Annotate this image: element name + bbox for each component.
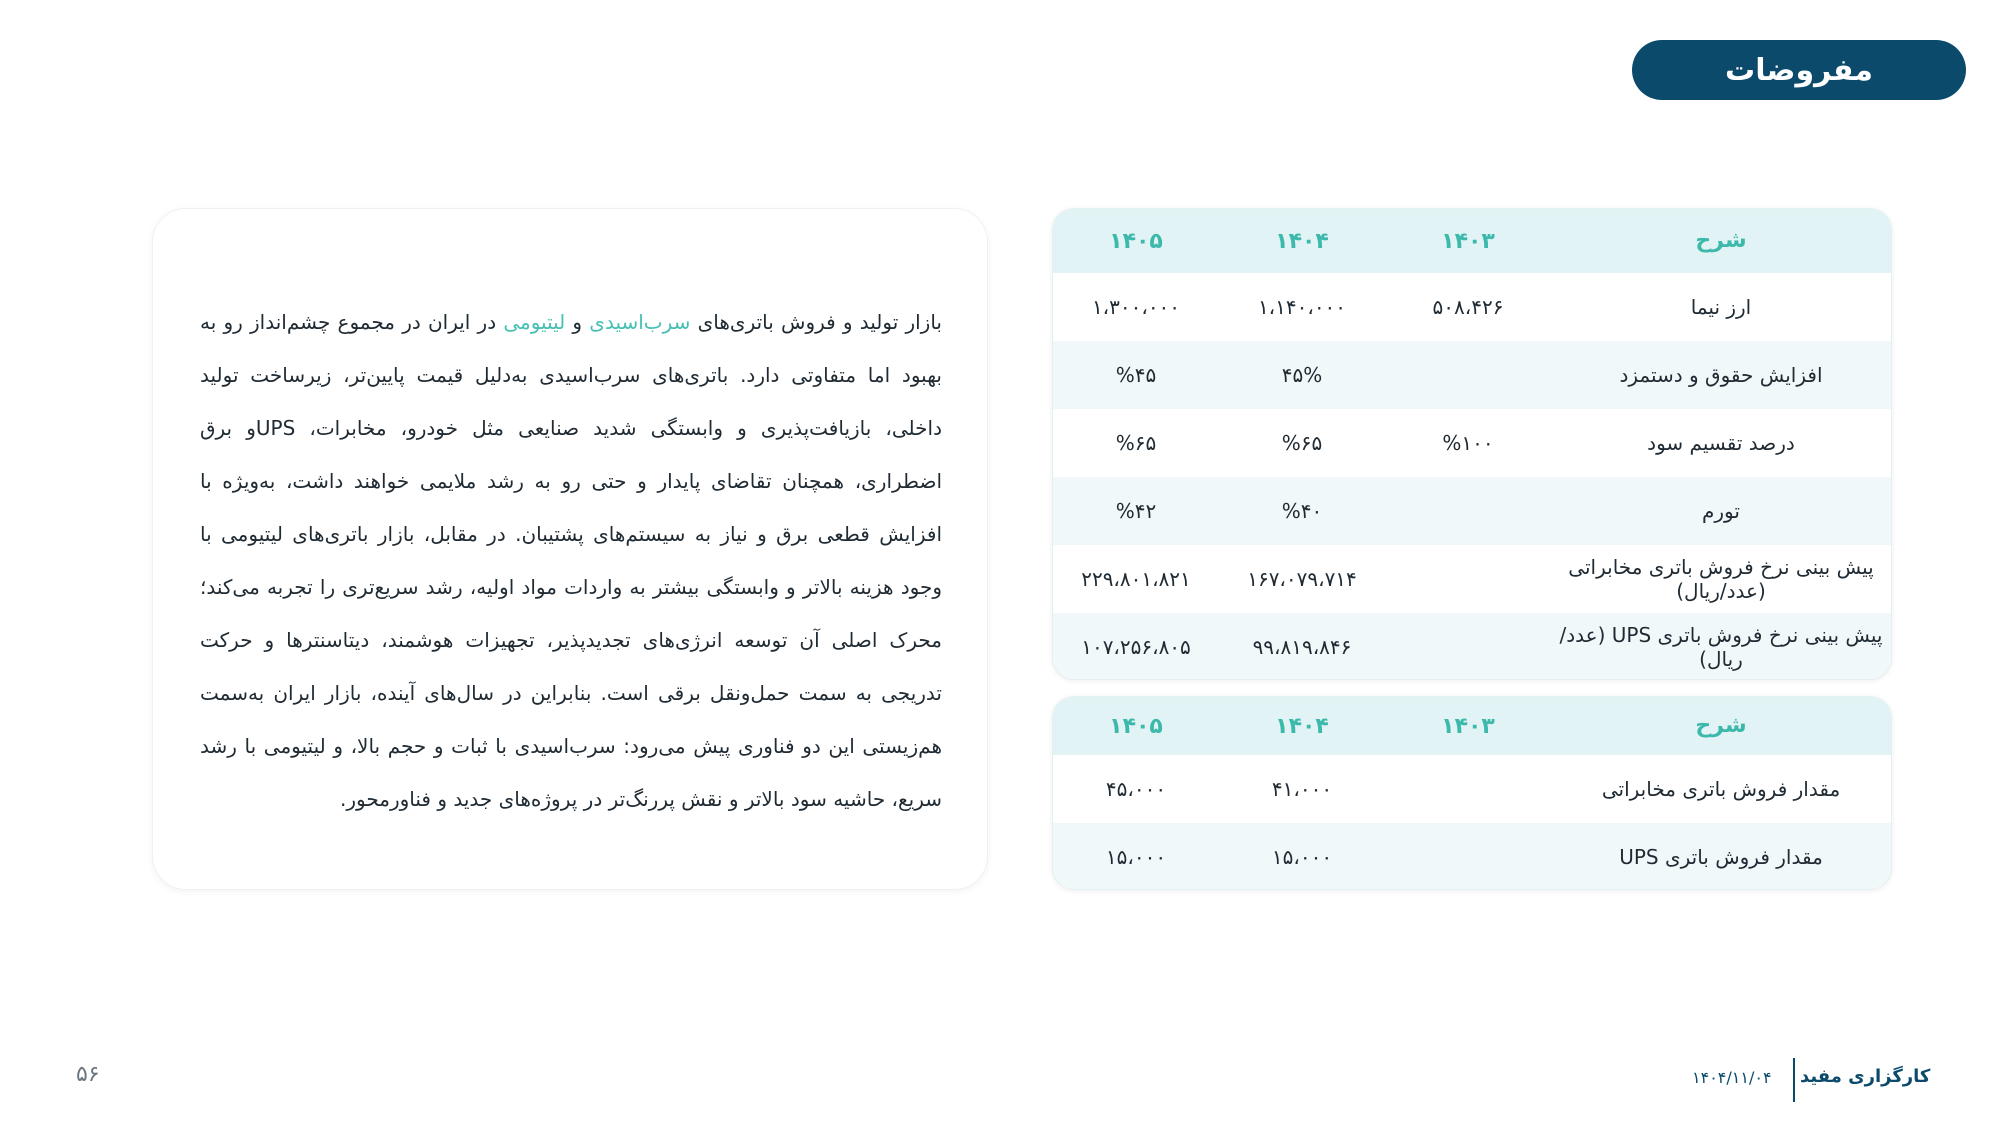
row-label: پیش بینی نرخ فروش باتری مخابراتی (عدد/ریال) — [1568, 555, 1874, 603]
page-number: ۵۶ — [76, 1062, 100, 1087]
table-row — [1053, 341, 1891, 409]
highlight-lithium: لیتیومی — [503, 310, 566, 334]
text-part: در ایران در مجموع چشم‌انداز رو به بهبود اما متفاوتی دارد. باتری‌های سرب‌اسیدی به‌دلیل قیمت پایین‌تر، زیرساخت تولید داخلی، بازیافت‌پذیری و وابستگی شدید صنایعی مثل خودرو، مخابرات، UPSو برق اضطراری، همچنان تقاضای پایدار و حتی رو به رشد ملایمی خواهند داشت، به‌ویژه با افزایش قطعی برق و نیاز به سیستم‌های پشتیبان. در مقابل، بازار باتری‌های لیتیومی با وجود هزینه بالاتر و وابستگی بیشتر به واردات مواد اولیه، رشد سریع‌تری را تجربه می‌کند؛ محرک اصلی آن توسعه انرژی‌های تجدیدپذیر، تجهیزات هوشمند، دیتاسنترها و حرکت تدریجی به سمت حمل‌ونقل برقی است. بنابراین در سال‌های آینده، بازار ایران به‌سمت هم‌زیستی این دو فناوری پیش می‌رود: سرب‌اسیدی با ثبات و حجم بالا، و لیتیومی با رشد سریع، حاشیه سود بالاتر و نقش پررنگ‌تر در پروژه‌های جدید و فناورمحور. — [200, 310, 942, 811]
table-row — [1053, 755, 1891, 823]
cell-1405: %۴۲ — [1115, 499, 1157, 523]
table-row — [1053, 409, 1891, 477]
header-year-1403: ۱۴۰۳ — [1441, 713, 1495, 739]
cell-1405: ۴۵،۰۰۰ — [1105, 777, 1167, 801]
cell-1405: %۶۵ — [1115, 431, 1157, 455]
table-header-row — [1053, 209, 1891, 273]
brand-logo: کارگزاری مفید — [1800, 1066, 1931, 1087]
cell-1405: ۱۰۷،۲۵۶،۸۰۵ — [1081, 635, 1191, 659]
cell-1405: ۱۵،۰۰۰ — [1105, 845, 1167, 869]
header-description: شرح — [1695, 228, 1747, 253]
header-description: شرح — [1695, 713, 1747, 738]
cell-1403: ۵۰۸،۴۲۶ — [1432, 295, 1504, 319]
header-year-1403: ۱۴۰۳ — [1441, 228, 1495, 254]
cell-1404: ۴۵% — [1281, 363, 1323, 387]
cell-1404: %۴۰ — [1281, 499, 1323, 523]
row-label: درصد تقسیم سود — [1647, 431, 1795, 455]
cell-1403: %۱۰۰ — [1442, 431, 1494, 455]
table-row — [1053, 273, 1891, 341]
cell-1404: ۱۶۷،۰۷۹،۷۱۴ — [1247, 567, 1357, 591]
row-label: مقدار فروش باتری مخابراتی — [1601, 777, 1841, 801]
market-outlook-paragraph — [200, 296, 942, 826]
sales-volume-table — [1052, 696, 1892, 890]
table-row — [1053, 545, 1891, 613]
table-row — [1053, 477, 1891, 545]
row-label: پیش بینی نرخ فروش باتری UPS (عدد/ریال) — [1559, 623, 1883, 671]
cell-1405: ۲۲۹،۸۰۱،۸۲۱ — [1081, 567, 1191, 591]
assumptions-table — [1052, 208, 1892, 680]
row-label: افزایش حقوق و دستمزد — [1619, 363, 1823, 387]
cell-1404: ۹۹،۸۱۹،۸۴۶ — [1252, 635, 1352, 659]
row-label: تورم — [1702, 499, 1740, 523]
page-title: مفروضات — [1632, 40, 1966, 100]
header-year-1405: ۱۴۰۵ — [1109, 228, 1163, 254]
text-part: بازار تولید و فروش باتری‌های — [690, 310, 942, 334]
cell-1404: %۶۵ — [1281, 431, 1323, 455]
table-row — [1053, 823, 1891, 890]
table-row — [1053, 613, 1891, 680]
footer-date: ۱۴۰۴/۱۱/۰۴ — [1692, 1068, 1772, 1087]
cell-1405: %۴۵ — [1115, 363, 1157, 387]
table-header-row — [1053, 697, 1891, 755]
text-part: و — [565, 310, 590, 334]
footer-divider — [1793, 1058, 1795, 1102]
cell-1405: ۱،۳۰۰،۰۰۰ — [1091, 295, 1181, 319]
row-label: ارز نیما — [1690, 295, 1752, 319]
header-year-1404: ۱۴۰۴ — [1275, 713, 1329, 739]
cell-1404: ۱،۱۴۰،۰۰۰ — [1257, 295, 1347, 319]
cell-1404: ۴۱،۰۰۰ — [1271, 777, 1333, 801]
header-year-1404: ۱۴۰۴ — [1275, 228, 1329, 254]
highlight-lead-acid: سرب‌اسیدی — [589, 310, 691, 334]
header-year-1405: ۱۴۰۵ — [1109, 713, 1163, 739]
row-label: مقدار فروش باتری UPS — [1619, 845, 1823, 869]
cell-1404: ۱۵،۰۰۰ — [1271, 845, 1333, 869]
